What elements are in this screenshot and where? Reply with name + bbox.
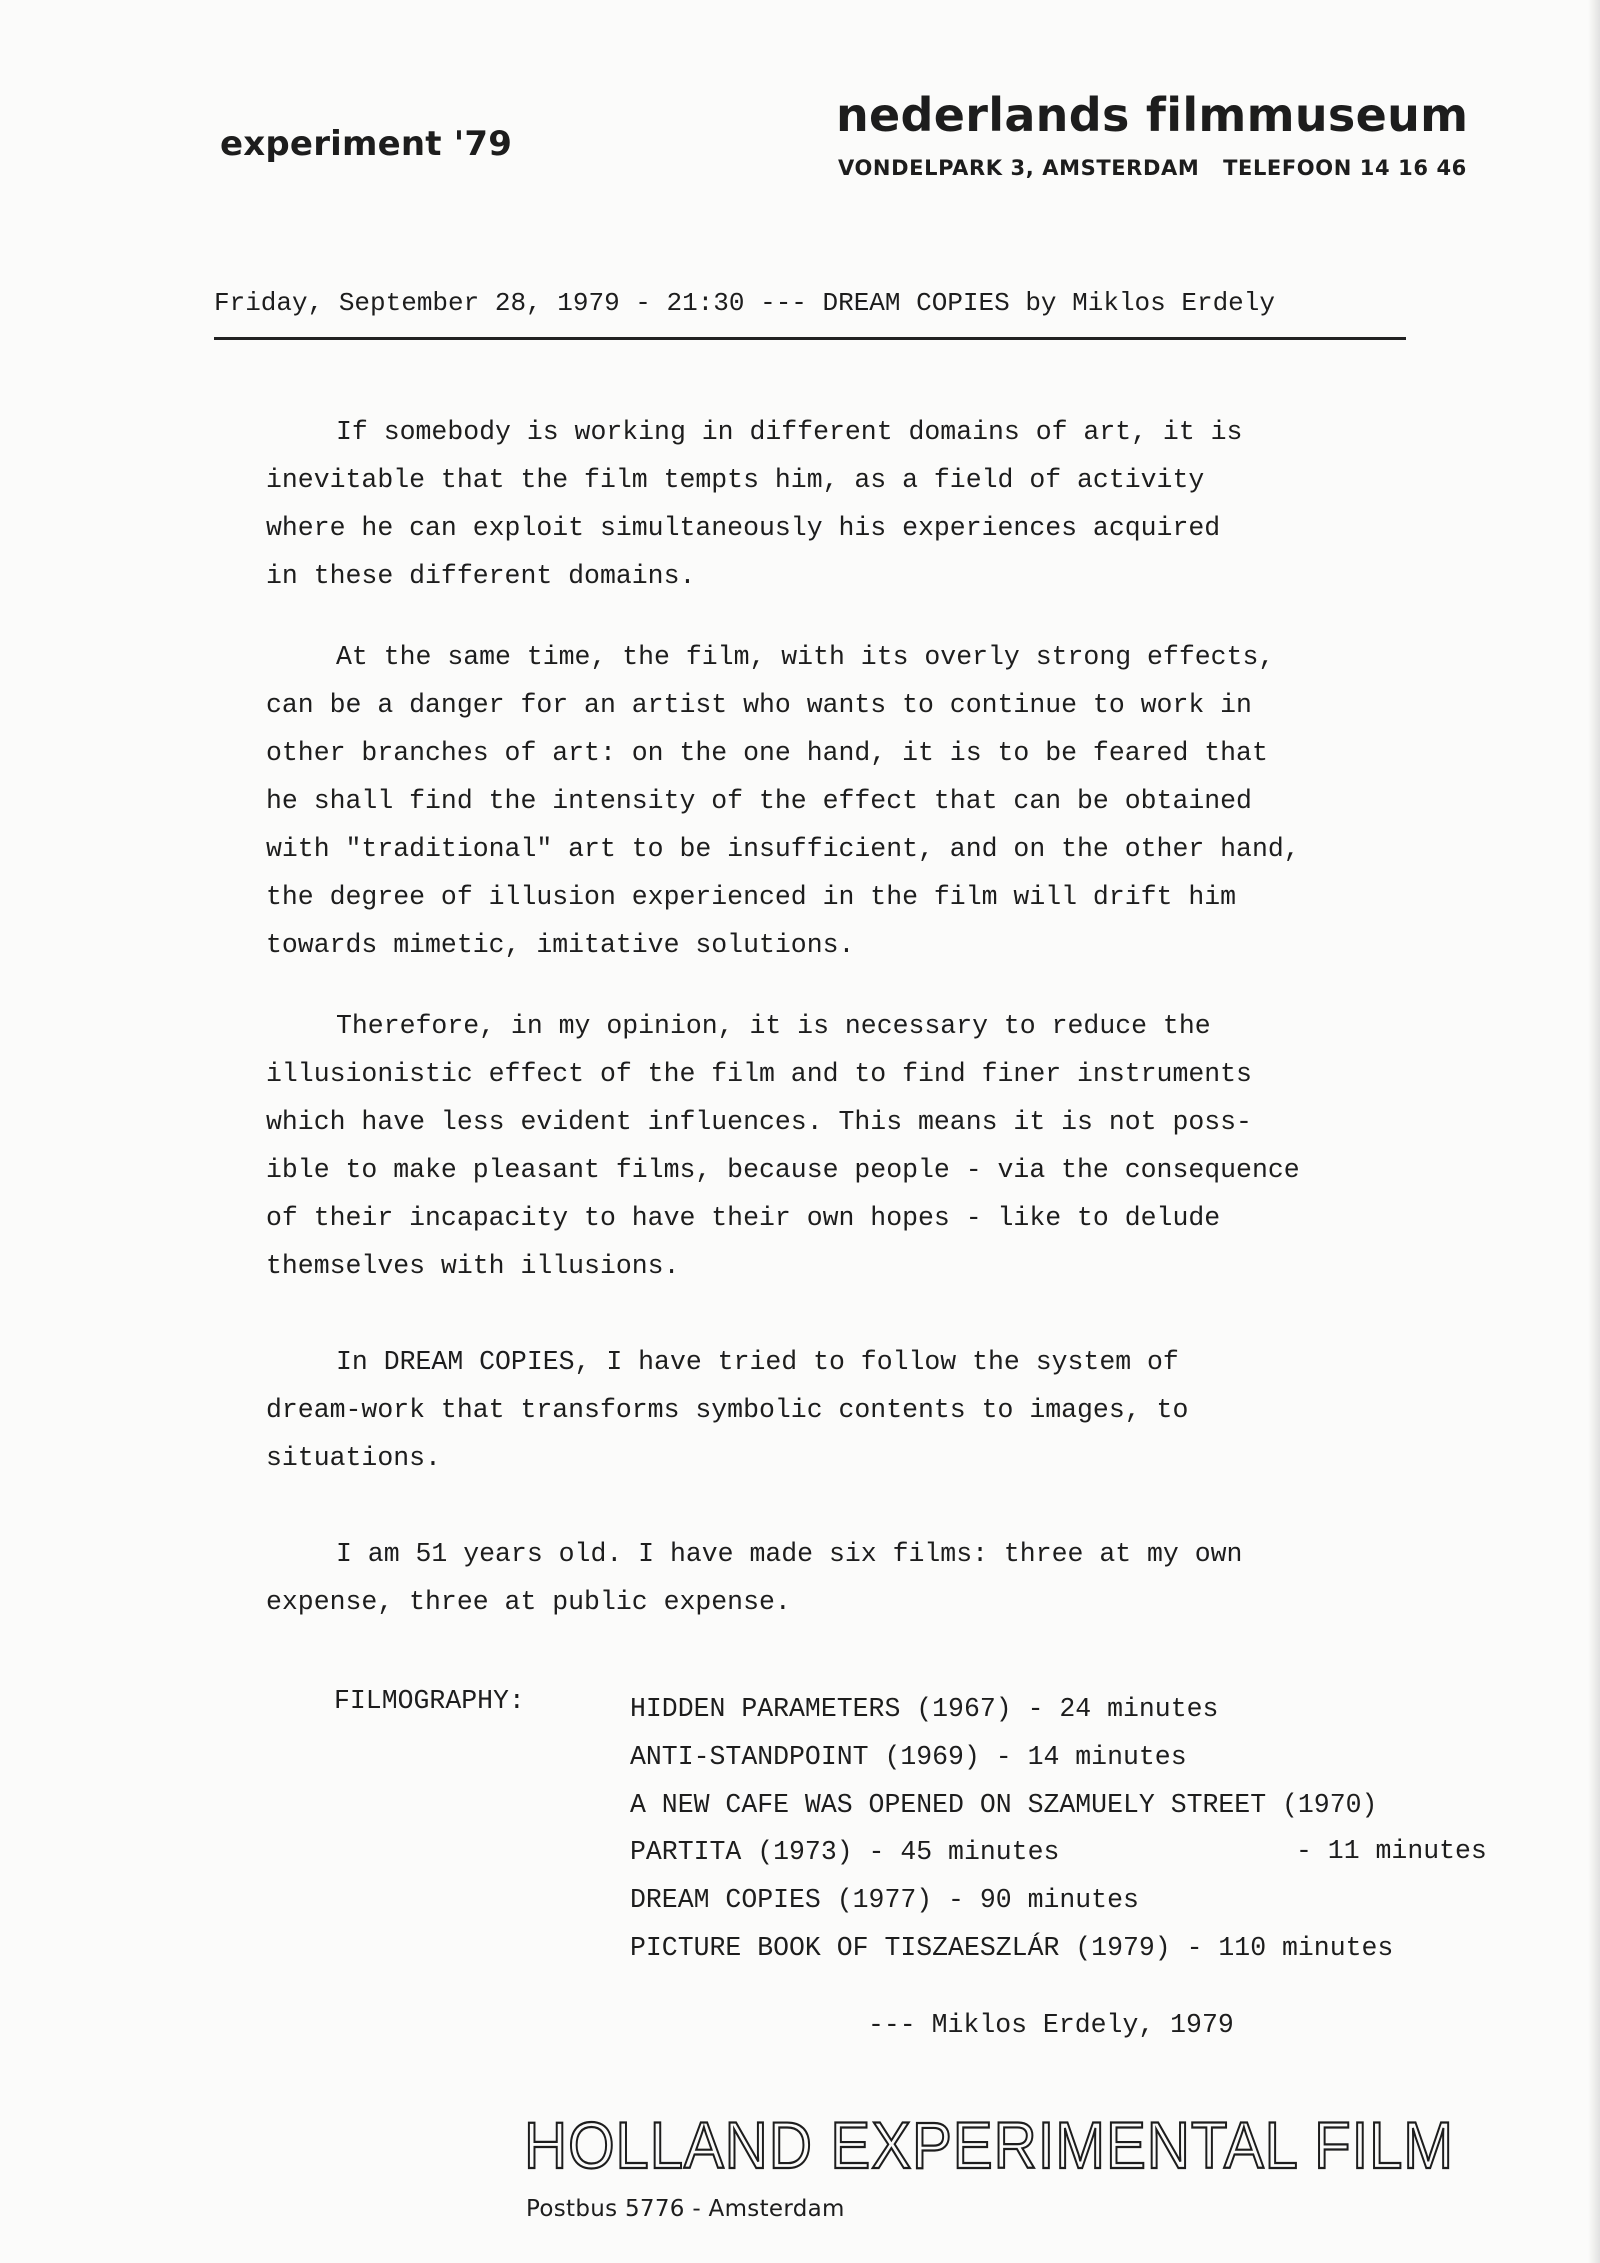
paragraph xyxy=(266,633,1426,969)
text-line: expense, three at public expense. xyxy=(266,1587,791,1617)
filmography-label: FILMOGRAPHY: xyxy=(334,1686,525,1716)
text-line: illusionistic effect of the film and to find finer instruments xyxy=(266,1059,1252,1089)
text-line: If somebody is working in different domains of art, it is xyxy=(336,417,1243,447)
event-series-title: experiment '79 xyxy=(220,124,513,164)
paragraph xyxy=(266,1530,1426,1626)
text-line: ible to make pleasant films, because people - via the consequence xyxy=(266,1155,1300,1185)
statement-body xyxy=(266,408,1426,1659)
text-line: where he can exploit simultaneously his experiences acquired xyxy=(266,513,1221,543)
paragraph xyxy=(266,408,1426,600)
header-rule xyxy=(214,337,1406,340)
filmography-entry: HIDDEN PARAMETERS (1967) - 24 minutes xyxy=(630,1694,1219,1724)
filmography-duration-note: - 11 minutes xyxy=(1296,1836,1487,1866)
text-line: other branches of art: on the one hand, it is to be feared that xyxy=(266,738,1268,768)
author-signature: --- Miklos Erdely, 1979 xyxy=(868,2010,1234,2040)
text-line: towards mimetic, imitative solutions. xyxy=(266,930,855,960)
footer-postbox: Postbus 5776 - Amsterdam xyxy=(526,2196,845,2222)
paragraph xyxy=(266,1002,1426,1290)
text-line: inevitable that the film tempts him, as a field of activity xyxy=(266,465,1205,495)
filmography-list xyxy=(630,1686,1393,1973)
institution-address: VONDELPARK 3, AMSTERDAM TELEFOON 14 16 46 xyxy=(838,156,1467,180)
text-line: with "traditional" art to be insufficient, and on the other hand, xyxy=(266,834,1300,864)
text-line: he shall find the intensity of the effect that can be obtained xyxy=(266,786,1252,816)
text-line: Therefore, in my opinion, it is necessary to reduce the xyxy=(336,1011,1211,1041)
paragraph xyxy=(266,1338,1426,1482)
text-line: I am 51 years old. I have made six films: three at my own xyxy=(336,1539,1243,1569)
filmography-entry: PICTURE BOOK OF TISZAESZLÁR (1979) - 110 minutes xyxy=(630,1932,1394,1963)
organization-wordmark xyxy=(524,2106,1464,2182)
screening-dateline: Friday, September 28, 1979 - 21:30 --- DREAM COPIES by Miklos Erdely xyxy=(214,288,1275,318)
filmography-entry: PARTITA (1973) - 45 minutes xyxy=(630,1837,1060,1868)
text-line: themselves with illusions. xyxy=(266,1251,680,1281)
text-line: in these different domains. xyxy=(266,561,696,591)
text-line: At the same time, the film, with its overly strong effects, xyxy=(336,642,1275,672)
text-line: which have less evident influences. This means it is not poss- xyxy=(266,1107,1252,1137)
text-line: the degree of illusion experienced in the film will drift him xyxy=(266,882,1237,912)
text-line: can be a danger for an artist who wants to continue to work in xyxy=(266,690,1252,720)
text-line: In DREAM COPIES, I have tried to follow the system of xyxy=(336,1347,1179,1377)
organization-name: HOLLAND EXPERIMENTAL FILM xyxy=(524,2108,1454,2182)
footer-organization-logo xyxy=(524,2106,1464,2182)
filmography-entry: A NEW CAFE WAS OPENED ON SZAMUELY STREET (1970) xyxy=(630,1789,1378,1820)
filmography-entry: DREAM COPIES (1977) - 90 minutes xyxy=(630,1885,1139,1916)
text-line: dream-work that transforms symbolic contents to images, to xyxy=(266,1395,1189,1425)
text-line: situations. xyxy=(266,1443,441,1473)
text-line: of their incapacity to have their own hopes - like to delude xyxy=(266,1203,1221,1233)
filmography-entry: ANTI-STANDPOINT (1969) - 14 minutes xyxy=(630,1741,1187,1772)
institution-name: nederlands filmmuseum xyxy=(836,88,1469,142)
